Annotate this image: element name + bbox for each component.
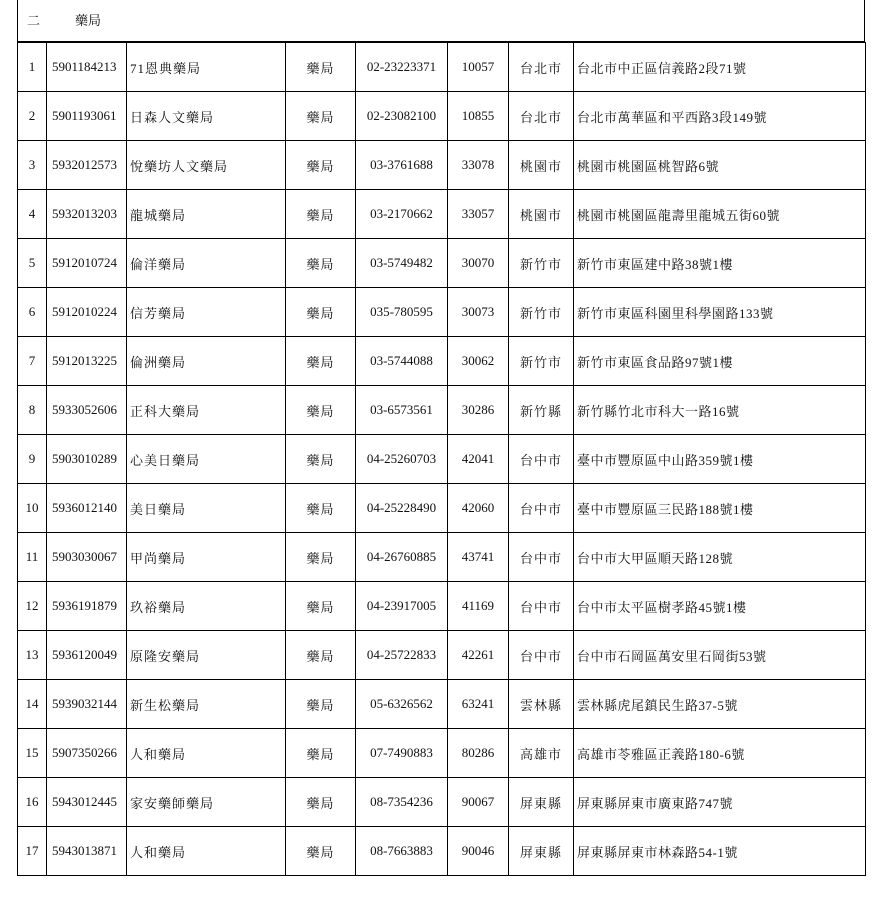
pharmacy-code: 5912010724 xyxy=(47,239,127,288)
pharmacy-type: 藥局 xyxy=(286,533,356,582)
pharmacy-code: 5943012445 xyxy=(47,778,127,827)
pharmacy-address: 新竹縣竹北市科大一路16號 xyxy=(574,386,866,435)
table-row xyxy=(18,337,866,386)
pharmacy-name: 人和藥局 xyxy=(127,729,286,778)
table-row xyxy=(18,386,866,435)
pharmacy-address: 屏東縣屏東市林森路54-1號 xyxy=(574,827,866,876)
pharmacy-city: 新竹市 xyxy=(509,239,574,288)
pharmacy-address: 桃園市桃園區桃智路6號 xyxy=(574,141,866,190)
pharmacy-city: 台中市 xyxy=(509,435,574,484)
pharmacy-address: 桃園市桃園區龍壽里龍城五街60號 xyxy=(574,190,866,239)
pharmacy-zip: 30070 xyxy=(448,239,509,288)
row-index: 8 xyxy=(18,386,47,435)
table-row xyxy=(18,778,866,827)
pharmacy-city: 新竹縣 xyxy=(509,386,574,435)
section-header xyxy=(17,0,865,42)
pharmacy-name: 龍城藥局 xyxy=(127,190,286,239)
pharmacy-city: 桃園市 xyxy=(509,141,574,190)
pharmacy-type: 藥局 xyxy=(286,288,356,337)
pharmacy-city: 雲林縣 xyxy=(509,680,574,729)
pharmacy-phone: 02-23082100 xyxy=(356,92,448,141)
pharmacy-name: 美日藥局 xyxy=(127,484,286,533)
pharmacy-zip: 80286 xyxy=(448,729,509,778)
pharmacy-phone: 02-23223371 xyxy=(356,43,448,92)
pharmacy-type: 藥局 xyxy=(286,239,356,288)
pharmacy-name: 倫洋藥局 xyxy=(127,239,286,288)
pharmacy-phone: 04-23917005 xyxy=(356,582,448,631)
pharmacy-phone: 04-25228490 xyxy=(356,484,448,533)
table-row xyxy=(18,190,866,239)
pharmacy-code: 5939032144 xyxy=(47,680,127,729)
pharmacy-name: 倫洲藥局 xyxy=(127,337,286,386)
pharmacy-zip: 90046 xyxy=(448,827,509,876)
table-row xyxy=(18,827,866,876)
pharmacy-phone: 03-6573561 xyxy=(356,386,448,435)
pharmacy-name: 信芳藥局 xyxy=(127,288,286,337)
pharmacy-type: 藥局 xyxy=(286,827,356,876)
row-index: 1 xyxy=(18,43,47,92)
table-row xyxy=(18,631,866,680)
pharmacy-name: 正科大藥局 xyxy=(127,386,286,435)
pharmacy-address: 新竹市東區科園里科學園路133號 xyxy=(574,288,866,337)
pharmacy-code: 5903010289 xyxy=(47,435,127,484)
pharmacy-code: 5943013871 xyxy=(47,827,127,876)
pharmacy-type: 藥局 xyxy=(286,190,356,239)
row-index: 5 xyxy=(18,239,47,288)
pharmacy-phone: 08-7354236 xyxy=(356,778,448,827)
row-index: 7 xyxy=(18,337,47,386)
pharmacy-city: 新竹市 xyxy=(509,288,574,337)
pharmacy-code: 5907350266 xyxy=(47,729,127,778)
table-row xyxy=(18,43,866,92)
table-row xyxy=(18,239,866,288)
table-row xyxy=(18,582,866,631)
pharmacy-type: 藥局 xyxy=(286,43,356,92)
pharmacy-zip: 42261 xyxy=(448,631,509,680)
pharmacy-phone: 03-5749482 xyxy=(356,239,448,288)
pharmacy-code: 5932013203 xyxy=(47,190,127,239)
pharmacy-type: 藥局 xyxy=(286,141,356,190)
pharmacy-address: 高雄市苓雅區正義路180-6號 xyxy=(574,729,866,778)
pharmacy-name: 甲尚藥局 xyxy=(127,533,286,582)
pharmacy-city: 台北市 xyxy=(509,92,574,141)
pharmacy-zip: 43741 xyxy=(448,533,509,582)
pharmacy-city: 桃園市 xyxy=(509,190,574,239)
pharmacy-address: 台中市石岡區萬安里石岡街53號 xyxy=(574,631,866,680)
pharmacy-address: 新竹市東區建中路38號1樓 xyxy=(574,239,866,288)
table-row xyxy=(18,680,866,729)
pharmacy-name: 人和藥局 xyxy=(127,827,286,876)
pharmacy-name: 新生松藥局 xyxy=(127,680,286,729)
pharmacy-address: 屏東縣屏東市廣東路747號 xyxy=(574,778,866,827)
pharmacy-zip: 63241 xyxy=(448,680,509,729)
pharmacy-type: 藥局 xyxy=(286,337,356,386)
pharmacy-phone: 03-3761688 xyxy=(356,141,448,190)
pharmacy-name: 71恩典藥局 xyxy=(127,43,286,92)
pharmacy-zip: 42041 xyxy=(448,435,509,484)
pharmacy-name: 原隆安藥局 xyxy=(127,631,286,680)
pharmacy-zip: 10855 xyxy=(448,92,509,141)
table-row xyxy=(18,533,866,582)
pharmacy-code: 5932012573 xyxy=(47,141,127,190)
pharmacy-address: 新竹市東區食品路97號1樓 xyxy=(574,337,866,386)
pharmacy-zip: 42060 xyxy=(448,484,509,533)
pharmacy-city: 台中市 xyxy=(509,484,574,533)
table-row xyxy=(18,141,866,190)
section-number: 二 xyxy=(27,13,41,28)
pharmacy-address: 臺中市豐原區中山路359號1樓 xyxy=(574,435,866,484)
pharmacy-zip: 41169 xyxy=(448,582,509,631)
pharmacy-address: 台北市中正區信義路2段71號 xyxy=(574,43,866,92)
pharmacy-city: 台北市 xyxy=(509,43,574,92)
pharmacy-code: 5912010224 xyxy=(47,288,127,337)
pharmacy-code: 5903030067 xyxy=(47,533,127,582)
row-index: 11 xyxy=(18,533,47,582)
row-index: 17 xyxy=(18,827,47,876)
pharmacy-phone: 04-25260703 xyxy=(356,435,448,484)
table-row xyxy=(18,729,866,778)
pharmacy-city: 高雄市 xyxy=(509,729,574,778)
pharmacy-name: 悅藥坊人文藥局 xyxy=(127,141,286,190)
pharmacy-address: 台中市太平區樹孝路45號1樓 xyxy=(574,582,866,631)
pharmacy-type: 藥局 xyxy=(286,435,356,484)
row-index: 2 xyxy=(18,92,47,141)
pharmacy-phone: 07-7490883 xyxy=(356,729,448,778)
row-index: 3 xyxy=(18,141,47,190)
pharmacy-phone: 04-26760885 xyxy=(356,533,448,582)
pharmacy-code: 5936120049 xyxy=(47,631,127,680)
pharmacy-phone: 035-780595 xyxy=(356,288,448,337)
row-index: 9 xyxy=(18,435,47,484)
pharmacy-zip: 30286 xyxy=(448,386,509,435)
pharmacy-code: 5933052606 xyxy=(47,386,127,435)
row-index: 15 xyxy=(18,729,47,778)
pharmacy-address: 台北市萬華區和平西路3段149號 xyxy=(574,92,866,141)
pharmacy-type: 藥局 xyxy=(286,386,356,435)
pharmacy-code: 5912013225 xyxy=(47,337,127,386)
table-row xyxy=(18,484,866,533)
pharmacy-name: 心美日藥局 xyxy=(127,435,286,484)
pharmacy-phone: 05-6326562 xyxy=(356,680,448,729)
pharmacy-type: 藥局 xyxy=(286,484,356,533)
pharmacy-city: 屏東縣 xyxy=(509,827,574,876)
pharmacy-city: 台中市 xyxy=(509,631,574,680)
pharmacy-type: 藥局 xyxy=(286,92,356,141)
table-row xyxy=(18,288,866,337)
pharmacy-city: 台中市 xyxy=(509,533,574,582)
pharmacy-zip: 33078 xyxy=(448,141,509,190)
pharmacy-zip: 10057 xyxy=(448,43,509,92)
pharmacy-city: 新竹市 xyxy=(509,337,574,386)
pharmacy-type: 藥局 xyxy=(286,631,356,680)
pharmacy-type: 藥局 xyxy=(286,778,356,827)
table-row xyxy=(18,92,866,141)
pharmacy-code: 5936191879 xyxy=(47,582,127,631)
row-index: 12 xyxy=(18,582,47,631)
pharmacy-type: 藥局 xyxy=(286,680,356,729)
pharmacy-zip: 30073 xyxy=(448,288,509,337)
pharmacy-phone: 08-7663883 xyxy=(356,827,448,876)
row-index: 14 xyxy=(18,680,47,729)
row-index: 16 xyxy=(18,778,47,827)
row-index: 13 xyxy=(18,631,47,680)
pharmacy-list-document xyxy=(17,0,865,876)
pharmacy-zip: 30062 xyxy=(448,337,509,386)
pharmacy-city: 台中市 xyxy=(509,582,574,631)
pharmacy-type: 藥局 xyxy=(286,729,356,778)
table-row xyxy=(18,435,866,484)
pharmacy-name: 家安藥師藥局 xyxy=(127,778,286,827)
pharmacy-name: 日森人文藥局 xyxy=(127,92,286,141)
section-title: 藥局 xyxy=(75,13,102,28)
row-index: 6 xyxy=(18,288,47,337)
pharmacy-name: 玖裕藥局 xyxy=(127,582,286,631)
pharmacy-zip: 33057 xyxy=(448,190,509,239)
pharmacy-address: 臺中市豐原區三民路188號1樓 xyxy=(574,484,866,533)
pharmacy-code: 5936012140 xyxy=(47,484,127,533)
pharmacy-zip: 90067 xyxy=(448,778,509,827)
pharmacy-phone: 04-25722833 xyxy=(356,631,448,680)
pharmacy-type: 藥局 xyxy=(286,582,356,631)
row-index: 4 xyxy=(18,190,47,239)
pharmacy-city: 屏東縣 xyxy=(509,778,574,827)
pharmacy-phone: 03-5744088 xyxy=(356,337,448,386)
pharmacy-address: 雲林縣虎尾鎮民生路37-5號 xyxy=(574,680,866,729)
pharmacy-address: 台中市大甲區順天路128號 xyxy=(574,533,866,582)
row-index: 10 xyxy=(18,484,47,533)
pharmacy-code: 5901193061 xyxy=(47,92,127,141)
pharmacy-phone: 03-2170662 xyxy=(356,190,448,239)
pharmacy-code: 5901184213 xyxy=(47,43,127,92)
pharmacy-table xyxy=(17,42,866,876)
